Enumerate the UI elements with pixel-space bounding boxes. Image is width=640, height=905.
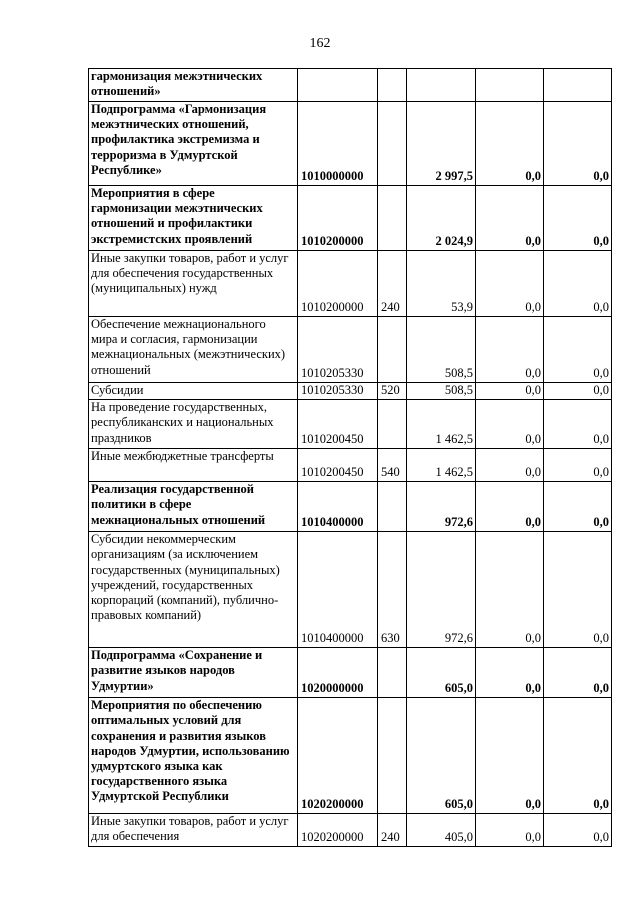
row-expense-type <box>378 317 407 383</box>
row-sum-3: 0,0 <box>544 648 612 698</box>
row-sum-3: 0,0 <box>544 383 612 400</box>
table-row <box>89 102 612 186</box>
row-sum-2: 0,0 <box>476 482 544 532</box>
row-sum-1: 508,5 <box>407 383 476 400</box>
row-expense-type <box>378 102 407 186</box>
row-name: Иные закупки товаров, работ и услуг для обеспечения государственных (муниципальных) нужд <box>89 251 298 317</box>
row-name: Мероприятия в сфере гармонизации межэтнических отношений и профилактики экстремистских проявлений <box>89 186 298 251</box>
row-sum-1: 405,0 <box>407 814 476 847</box>
row-expense-type <box>378 648 407 698</box>
row-name: Иные межбюджетные трансферты <box>89 449 298 482</box>
table-row <box>89 317 612 383</box>
table-row <box>89 186 612 251</box>
row-code: 1020200000 <box>298 698 378 814</box>
row-name: Мероприятия по обеспечению оптимальных условий для сохранения и развития языков народов Удмуртии, использованию удмуртского языка как государственного языка Удмуртской Республики <box>89 698 298 814</box>
row-sum-2: 0,0 <box>476 317 544 383</box>
row-sum-3: 0,0 <box>544 186 612 251</box>
row-sum-2: 0,0 <box>476 648 544 698</box>
table-row <box>89 814 612 847</box>
row-sum-2: 0,0 <box>476 102 544 186</box>
row-expense-type <box>378 698 407 814</box>
row-expense-type <box>378 400 407 449</box>
row-name: Иные закупки товаров, работ и услуг для обеспечения <box>89 814 298 847</box>
row-sum-3: 0,0 <box>544 698 612 814</box>
table-row <box>89 698 612 814</box>
row-expense-type <box>378 186 407 251</box>
row-sum-2: 0,0 <box>476 251 544 317</box>
row-sum-2: 0,0 <box>476 698 544 814</box>
row-name: Подпрограмма «Сохранение и развитие языков народов Удмуртии» <box>89 648 298 698</box>
row-sum-1: 2 024,9 <box>407 186 476 251</box>
row-expense-type <box>378 482 407 532</box>
row-expense-type: 520 <box>378 383 407 400</box>
row-sum-3: 0,0 <box>544 102 612 186</box>
row-expense-type <box>378 69 407 102</box>
row-code: 1010200450 <box>298 449 378 482</box>
row-code: 1020200000 <box>298 814 378 847</box>
row-name: Реализация государственной политики в сфере межнациональных отношений <box>89 482 298 532</box>
row-sum-3: 0,0 <box>544 814 612 847</box>
row-expense-type: 240 <box>378 814 407 847</box>
row-sum-1 <box>407 69 476 102</box>
row-name: гармонизация межэтнических отношений» <box>89 69 298 102</box>
row-sum-3 <box>544 69 612 102</box>
row-name: Субсидии некоммерческим организациям (за исключением государственных (муниципальных) учреждений, государственных корпораций (компаний), публично-правовых компаний) <box>89 532 298 648</box>
table-row <box>89 648 612 698</box>
row-sum-2: 0,0 <box>476 400 544 449</box>
row-sum-3: 0,0 <box>544 251 612 317</box>
table-row <box>89 251 612 317</box>
row-code: 1010400000 <box>298 482 378 532</box>
row-sum-2: 0,0 <box>476 532 544 648</box>
row-sum-2: 0,0 <box>476 383 544 400</box>
row-sum-1: 605,0 <box>407 648 476 698</box>
table-row <box>89 383 612 400</box>
row-sum-1: 972,6 <box>407 532 476 648</box>
row-code: 1010205330 <box>298 383 378 400</box>
row-sum-1: 1 462,5 <box>407 449 476 482</box>
row-code: 1010000000 <box>298 102 378 186</box>
row-code: 1020000000 <box>298 648 378 698</box>
row-sum-1: 53,9 <box>407 251 476 317</box>
row-name: На проведение государственных, республиканских и национальных праздников <box>89 400 298 449</box>
row-sum-3: 0,0 <box>544 400 612 449</box>
table-row <box>89 69 612 102</box>
row-sum-3: 0,0 <box>544 532 612 648</box>
row-sum-1: 972,6 <box>407 482 476 532</box>
row-sum-3: 0,0 <box>544 449 612 482</box>
row-name: Обеспечение межнационального мира и согласия, гармонизации межнациональных (межэтнических) отношений <box>89 317 298 383</box>
row-code: 1010400000 <box>298 532 378 648</box>
row-code <box>298 69 378 102</box>
page-number: 162 <box>309 36 331 51</box>
row-code: 1010200000 <box>298 186 378 251</box>
row-expense-type: 630 <box>378 532 407 648</box>
row-sum-2: 0,0 <box>476 186 544 251</box>
row-sum-3: 0,0 <box>544 317 612 383</box>
row-sum-1: 1 462,5 <box>407 400 476 449</box>
table-row <box>89 532 612 648</box>
table-row <box>89 482 612 532</box>
row-sum-2: 0,0 <box>476 449 544 482</box>
row-sum-2: 0,0 <box>476 814 544 847</box>
row-code: 1010200000 <box>298 251 378 317</box>
row-code: 1010200450 <box>298 400 378 449</box>
row-code: 1010205330 <box>298 317 378 383</box>
row-expense-type: 540 <box>378 449 407 482</box>
row-sum-3: 0,0 <box>544 482 612 532</box>
row-name: Субсидии <box>89 383 298 400</box>
row-sum-1: 508,5 <box>407 317 476 383</box>
budget-table <box>88 68 612 847</box>
row-expense-type: 240 <box>378 251 407 317</box>
row-sum-1: 2 997,5 <box>407 102 476 186</box>
table-row <box>89 400 612 449</box>
row-sum-2 <box>476 69 544 102</box>
row-sum-1: 605,0 <box>407 698 476 814</box>
table-row <box>89 449 612 482</box>
row-name: Подпрограмма «Гармонизация межэтнических отношений, профилактика экстремизма и терроризма в Удмуртской Республике» <box>89 102 298 186</box>
